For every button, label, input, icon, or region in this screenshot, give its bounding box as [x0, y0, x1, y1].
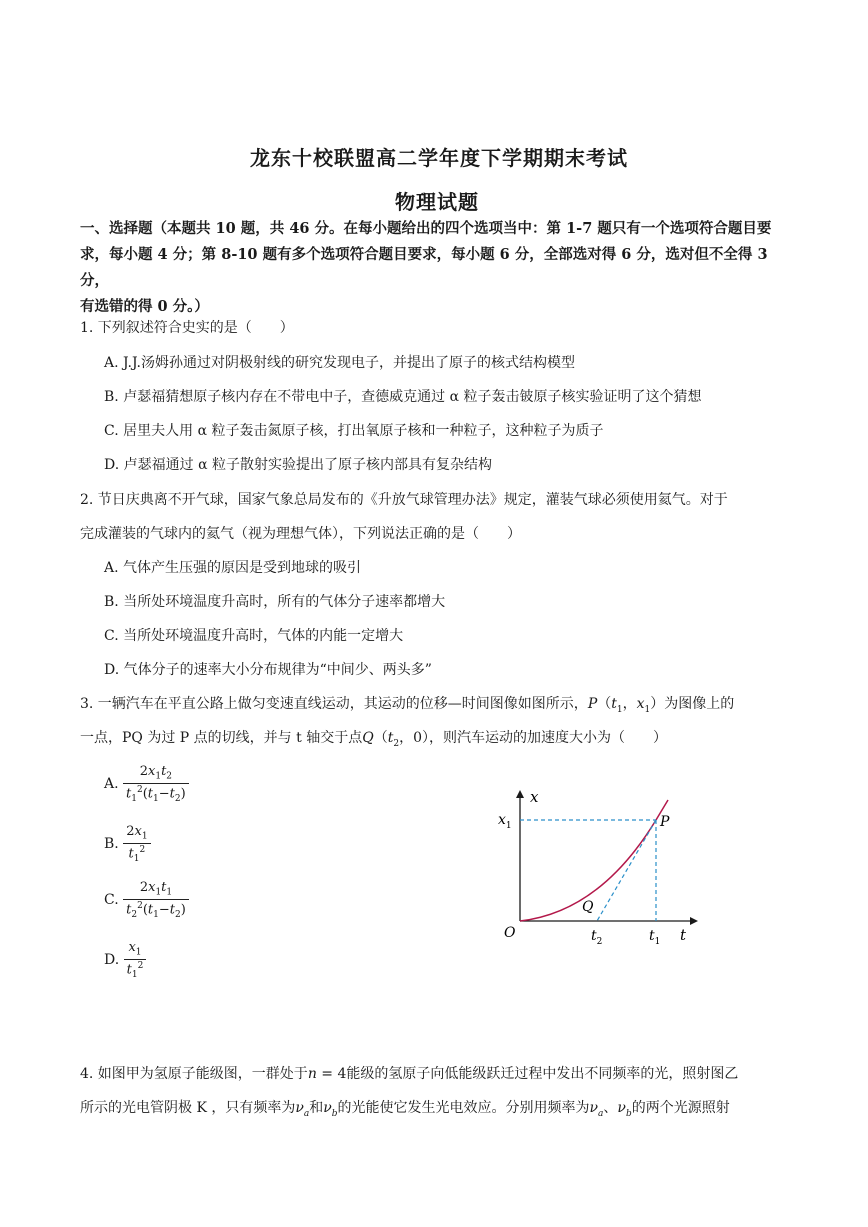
q3-sub: 2	[393, 738, 400, 749]
frac-text: x	[148, 880, 156, 895]
q3-option-b-label: B.	[104, 835, 119, 852]
q-label: Q	[582, 899, 594, 915]
frac-text: t	[147, 785, 154, 801]
frac-text: 2	[175, 909, 181, 920]
q4-sub: a	[598, 1108, 604, 1119]
t-axis-label: t	[680, 926, 687, 944]
frac-text: t	[128, 845, 134, 861]
q3-stem-1a: 3. 一辆汽车在平直公路上做匀变速直线运动，其运动的位移—时间图像如图所示，	[80, 696, 588, 712]
q4-line-1b: 能级的氢原子向低能级跃迁过程中发出不同频率的光，照射图乙	[346, 1066, 739, 1082]
q1-option-b[interactable]: B. 卢瑟福猜想原子核内存在不带电中子，查德威克通过 α 粒子轰击铍原子核实验证明了这个猜想	[104, 389, 702, 405]
q3-zero: 0	[413, 730, 422, 746]
frac-text: t	[161, 764, 167, 779]
frac-text: 1	[153, 793, 159, 804]
frac-text: 2	[139, 764, 148, 779]
graph-label: 1	[654, 937, 661, 947]
x1-label	[498, 812, 512, 831]
q4-n: n	[307, 1066, 317, 1082]
frac-text: 1	[133, 853, 140, 864]
q3-point-p: P	[587, 696, 598, 712]
position-curve	[520, 800, 668, 921]
t2-label	[591, 928, 602, 947]
graph-label: t	[649, 928, 655, 944]
q3-option-a[interactable]	[104, 764, 189, 804]
q1-option-d[interactable]: D. 卢瑟福通过 α 粒子散射实验提出了原子核内部具有复杂结构	[104, 457, 492, 473]
q4-line-2c: 的两个光源照射	[631, 1100, 730, 1116]
q3-x1: x	[636, 696, 645, 712]
q4-eq: = 4	[316, 1066, 347, 1082]
frac-text: 2	[126, 824, 135, 839]
x-axis-arrow	[516, 790, 524, 798]
q3-position-time-graph	[490, 780, 720, 950]
frac-text: 1	[155, 771, 162, 782]
p-label: P	[660, 814, 670, 830]
frac-text: 1	[131, 793, 137, 804]
q3-option-d-label: D.	[104, 951, 120, 968]
tangent-pq	[597, 820, 656, 921]
frac-text: t	[126, 901, 132, 917]
q3-option-b[interactable]	[104, 824, 151, 864]
q4-nu: ν	[323, 1100, 332, 1116]
q3-stem-2a: 一点，PQ 为过 P 点的切线，并与 t 轴交于点	[80, 730, 363, 746]
frac-text: t	[161, 880, 167, 895]
frac-text: t	[147, 901, 154, 917]
graph-label: t	[591, 928, 597, 944]
frac-text: t	[169, 785, 175, 801]
exam-subject: 物理试题	[395, 190, 479, 214]
q3-sub: 1	[644, 704, 651, 715]
q3-option-a-fraction: $\frac{2x_1t_2}{t_1^2(t_1-t_2)}$	[123, 764, 189, 804]
q3-t1: t	[611, 696, 617, 712]
frac-text: 2	[139, 880, 149, 895]
exam-title: 龙东十校联盟高二学年度下学期期末考试	[250, 146, 628, 170]
q3-option-c-label: C.	[104, 891, 119, 908]
q4-sub: b	[331, 1108, 338, 1119]
q4-and: 和	[309, 1100, 324, 1116]
frac-text: 1	[131, 969, 138, 980]
q3-stem-2b: ，则汽车运动的加速度大小为（ ）	[428, 730, 667, 746]
q3-option-d[interactable]	[104, 940, 146, 980]
q3-option-d-fraction	[124, 940, 147, 980]
q4-sub: a	[303, 1108, 310, 1119]
x-axis-label: x	[530, 788, 539, 806]
q4-sub: b	[625, 1108, 632, 1119]
frac-text: x	[134, 824, 142, 839]
q3-stem-1b: 为图像上的	[664, 696, 735, 712]
q4-line-2	[80, 1097, 730, 1119]
frac-text: t	[126, 785, 132, 801]
frac-text: 2	[174, 793, 181, 804]
frac-text: 2	[136, 784, 143, 795]
section-line-2: 求，每小题 4 分；第 8-10 题有多个选项符合题目要求，每小题 6 分，全部选对得 6 分，选对但不全得 3 分，	[80, 246, 768, 289]
frac-text: 2	[131, 909, 138, 920]
t1-label	[649, 928, 660, 947]
frac-text: x	[147, 764, 156, 779]
q2-stem-line-2: 完成灌装的气球内的氦气（视为理想气体），下列说法正确的是（ ）	[80, 526, 521, 542]
graph-label: 2	[596, 937, 603, 947]
q1-option-a[interactable]: A. J.J.汤姆孙通过对阴极射线的研究发现电子，并提出了原子的核式结构模型	[104, 355, 575, 371]
q2-option-a[interactable]: A. 气体产生压强的原因是受到地球的吸引	[104, 560, 362, 576]
q2-option-d[interactable]: D. 气体分子的速率大小分布规律为“中间少、两头多”	[104, 662, 432, 678]
q3-t2: t	[387, 730, 394, 746]
q3-point-q: Q	[362, 730, 374, 746]
frac-text: −	[158, 785, 170, 801]
section-line-3: 有选错的得 0 分。）	[80, 298, 209, 315]
frac-text: 1	[135, 947, 142, 958]
q1-stem: 1. 下列叙述符合史实的是（ ）	[80, 320, 294, 336]
q2-stem-line-1: 2. 节日庆典离不开气球，国家气象总局发布的《升放气球管理办法》规定，灌装气球必须使用氦气。对于	[80, 492, 728, 508]
q4-line-2a: 所示的光电管阴极 K ，只有频率为	[80, 1100, 296, 1116]
origin-label: O	[504, 925, 516, 941]
q4-line-1a: 4. 如图甲为氢原子能级图，一群处于	[80, 1066, 308, 1082]
frac-text: t	[169, 901, 176, 917]
q3-sub: 1	[616, 704, 623, 715]
q4-sep: 、	[603, 1100, 618, 1116]
q2-option-b[interactable]: B. 当所处环境温度升高时，所有的气体分子速率都增大	[104, 594, 446, 610]
frac-text: 1	[166, 887, 173, 898]
frac-text: t	[126, 961, 132, 977]
q3-option-b-fraction	[123, 824, 150, 864]
frac-text: 1	[155, 887, 162, 898]
q4-nu: ν	[589, 1100, 599, 1116]
frac-text: x	[128, 940, 136, 955]
frac-text: 2	[137, 900, 143, 911]
frac-text: −	[158, 901, 170, 917]
q4-line-1	[80, 1063, 738, 1083]
q2-option-c[interactable]: C. 当所处环境温度升高时，气体的内能一定增大	[104, 628, 404, 644]
frac-text: 2	[137, 960, 144, 971]
frac-text: 2	[139, 844, 146, 855]
graph-label: 1	[505, 821, 512, 831]
t-axis-arrow	[690, 917, 698, 925]
q3-option-a-label: A.	[104, 775, 119, 792]
q1-option-c[interactable]: C. 居里夫人用 α 粒子轰击氮原子核，打出氧原子核和一种粒子，这种粒子为质子	[104, 423, 604, 439]
q4-line-2b: 的光能使它发生光电效应。分别用频率为	[337, 1100, 590, 1116]
graph-label: x	[498, 812, 506, 828]
q3-option-c-fraction: $\frac{2x_1t_1}{t_2^2(t_1-t_2)}$	[123, 880, 189, 920]
q4-nu: ν	[617, 1100, 626, 1116]
q3-stem-line-1: 3. 一辆汽车在平直公路上做匀变速直线运动，其运动的位移—时间图像如图所示，$P(t_1$，$x_1$）为图像上的	[80, 696, 735, 715]
q4-nu: ν	[295, 1100, 304, 1116]
section-instructions	[80, 216, 800, 320]
frac-text: 2	[166, 771, 173, 782]
frac-text: 1	[153, 909, 159, 920]
q3-stem-line-2: 一点，PQ 为过 P 点的切线，并与 t 轴交于点$Q(t_2$，0），则汽车运动的加速度大小为（ ）	[80, 730, 667, 749]
frac-text: 1	[141, 831, 148, 842]
section-line-1: 一、选择题（本题共 10 题，共 46 分。在每小题给出的四个选项当中：第 1-7 题只有一个选项符合题目要	[80, 220, 772, 237]
q3-option-c[interactable]	[104, 880, 189, 920]
